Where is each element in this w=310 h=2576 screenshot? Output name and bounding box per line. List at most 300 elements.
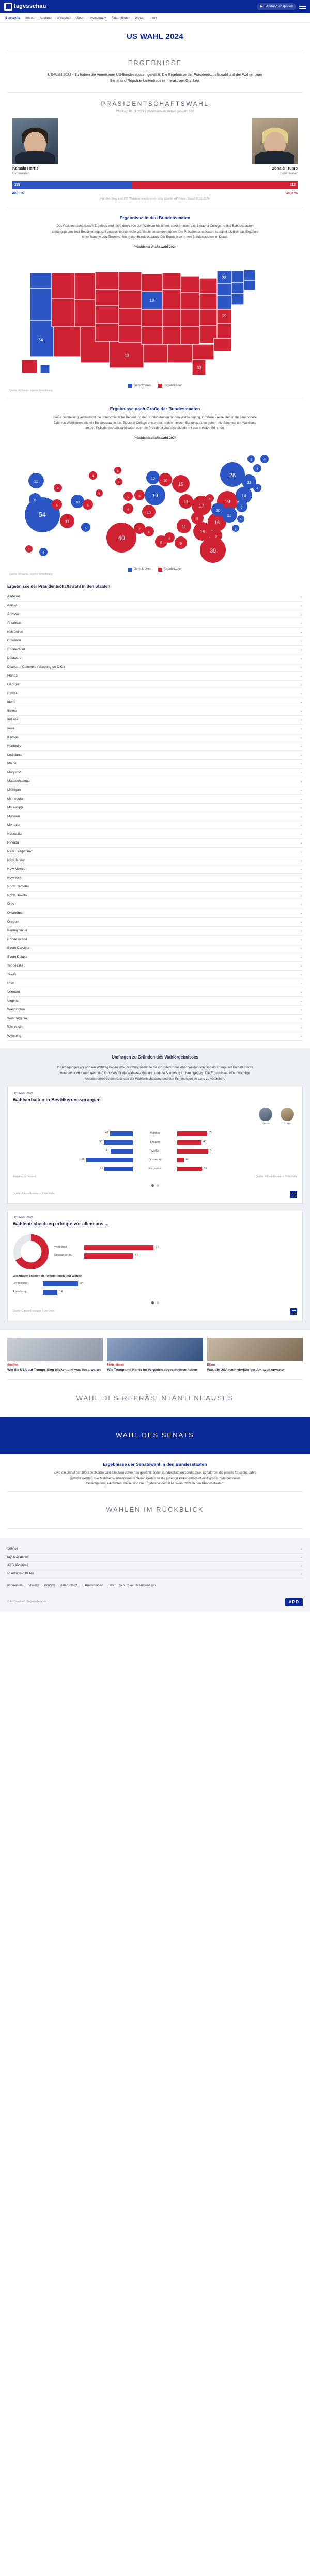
footer-section-row[interactable] [7, 1554, 303, 1562]
svg-text:40: 40 [118, 534, 125, 542]
poll-card1-axis-left: Angaben in Prozent [13, 1175, 36, 1178]
state-row[interactable] [7, 865, 303, 874]
svg-text:19: 19 [152, 493, 158, 499]
chevron-down-icon[interactable]: ⌄ [300, 638, 303, 642]
svg-text:6: 6 [56, 504, 58, 508]
state-row[interactable] [7, 610, 303, 619]
footer-sections [7, 1545, 303, 1578]
svg-text:7: 7 [138, 528, 141, 532]
state-name: Georgia [7, 683, 20, 687]
reason-bar [43, 1290, 57, 1295]
state-name: Alabama [7, 595, 21, 599]
teaser-1-title: Wie Trump und Harris im Vergleich abgeschnitten haben [107, 1368, 197, 1372]
svg-text:10: 10 [147, 511, 151, 515]
footer-link[interactable]: Datenschutz [60, 1584, 78, 1587]
bubble-section-heading: Ergebnisse nach Größe der Bundesstaaten [110, 406, 200, 411]
electoral-bar-dem: 226 [12, 181, 132, 189]
chevron-down-icon[interactable]: ⌄ [300, 788, 303, 792]
state-row[interactable] [7, 689, 303, 698]
svg-text:8: 8 [34, 499, 36, 503]
retro-band-title: WAHLEN IM RÜCKBLICK [106, 1505, 204, 1513]
nav-item-1[interactable]: Inland [25, 16, 35, 20]
state-row[interactable] [7, 997, 303, 1006]
state-row[interactable] [7, 769, 303, 777]
chevron-down-icon[interactable]: ⌄ [300, 603, 303, 607]
brand-name: tagesschau [14, 3, 47, 10]
trump-side [177, 1140, 297, 1145]
state-row[interactable] [7, 663, 303, 672]
nav-item-8[interactable]: mehr [149, 16, 158, 20]
carousel-dot-1[interactable] [151, 1184, 154, 1187]
trump-value: 55 [208, 1131, 212, 1135]
demographic-label: Schwarze [148, 1158, 162, 1162]
poll-card2-rows [54, 1244, 297, 1260]
state-row[interactable] [7, 672, 303, 681]
chevron-down-icon[interactable]: ⌄ [300, 902, 303, 906]
main-nav [0, 13, 310, 23]
chevron-down-icon[interactable]: ⌄ [300, 656, 303, 660]
svg-text:10: 10 [216, 509, 220, 513]
teaser-2[interactable] [207, 1338, 303, 1372]
candidate-trump-name: Donald Trump [271, 166, 298, 171]
footer-link[interactable]: Impressum [7, 1584, 23, 1587]
state-name: Hawaii [7, 692, 18, 696]
svg-text:3: 3 [118, 481, 120, 485]
state-row[interactable] [7, 821, 303, 830]
reason-bar [84, 1253, 133, 1259]
state-name: Kentucky [7, 744, 21, 748]
trump-bar [177, 1149, 208, 1154]
svg-text:4: 4 [57, 487, 59, 491]
state-name: Ohio [7, 902, 14, 907]
chevron-down-icon[interactable]: ⌄ [300, 726, 303, 730]
svg-text:3: 3 [98, 493, 100, 496]
footer [0, 1538, 310, 1612]
chevron-down-icon[interactable]: ⌄ [300, 753, 303, 757]
state-row[interactable] [7, 1006, 303, 1015]
chevron-down-icon[interactable]: ⌄ [300, 744, 303, 748]
svg-text:11: 11 [183, 500, 189, 505]
footer-link[interactable]: Hilfe [107, 1584, 114, 1587]
svg-text:28: 28 [222, 275, 227, 281]
chevron-down-icon[interactable]: ⌄ [300, 682, 303, 686]
state-row[interactable] [7, 698, 303, 707]
chevron-down-icon[interactable]: ⌄ [300, 594, 303, 599]
live-audio-button[interactable] [257, 3, 296, 10]
state-name: Kalifornien [7, 630, 23, 634]
state-row[interactable] [7, 593, 303, 602]
state-name: Wyoming [7, 1034, 22, 1038]
chevron-down-icon[interactable]: ⌄ [300, 630, 303, 634]
state-row[interactable] [7, 971, 303, 979]
ard-logo: ARD [285, 1598, 303, 1606]
chevron-down-icon[interactable]: ⌄ [300, 1555, 303, 1559]
state-name: Maine [7, 762, 17, 766]
carousel-dots-2[interactable] [13, 1296, 297, 1304]
state-row[interactable] [7, 628, 303, 637]
chevron-down-icon[interactable]: ⌄ [300, 1025, 303, 1029]
trump-share: 49,9 % [286, 191, 298, 195]
state-name: Idaho [7, 700, 16, 704]
svg-text:54: 54 [38, 511, 47, 519]
nav-item-5[interactable]: Investigativ [89, 16, 106, 20]
senate-info-heading: Ergebnisse der Senatswahl in den Bundesstaaten [103, 1461, 207, 1467]
state-row[interactable] [7, 856, 303, 865]
state-name: New Jersey [7, 858, 25, 863]
harris-value: 53 [99, 1140, 103, 1144]
state-row[interactable] [7, 874, 303, 883]
chevron-down-icon[interactable]: ⌄ [300, 673, 303, 678]
state-name: District of Columbia (Washington D.C.) [7, 665, 65, 669]
svg-text:16: 16 [199, 529, 206, 535]
poll-card1-source: Quelle: Edison Research / Exit Polls [13, 1192, 55, 1196]
menu-button[interactable] [299, 5, 306, 9]
trump-value: 46 [204, 1167, 207, 1170]
chevron-down-icon[interactable]: ⌄ [300, 1563, 303, 1568]
state-name: Washington [7, 1008, 25, 1012]
svg-text:9: 9 [180, 542, 182, 546]
chevron-down-icon[interactable]: ⌄ [300, 717, 303, 722]
reason-bar [43, 1281, 78, 1286]
polls-block [0, 1048, 310, 1330]
state-name: Maryland [7, 771, 21, 775]
chevron-down-icon[interactable]: ⌄ [300, 867, 303, 871]
legend-rep [158, 384, 182, 388]
teaser-1[interactable] [107, 1338, 203, 1372]
live-audio-label: Sendung abspielen [264, 5, 293, 9]
state-name: South Carolina [7, 946, 29, 950]
chevron-down-icon[interactable]: ⌄ [300, 796, 303, 801]
senate-band-title: WAHL DES SENATS [0, 1417, 310, 1454]
state-row[interactable] [7, 988, 303, 997]
candidate-harris-name: Kamala Harris [12, 166, 39, 171]
teaser-2-image [207, 1338, 303, 1361]
state-name: Utah [7, 982, 14, 986]
states-section-heading: Ergebnisse der Präsidentschaftswahl in den Staaten [7, 584, 111, 589]
state-row[interactable] [7, 812, 303, 821]
state-row[interactable] [7, 777, 303, 786]
state-name: Massachusetts [7, 779, 30, 784]
state-row[interactable] [7, 1032, 303, 1041]
chevron-down-icon[interactable]: ⌄ [300, 1572, 303, 1576]
state-row[interactable] [7, 962, 303, 971]
state-row[interactable] [7, 619, 303, 628]
harris-bar [110, 1131, 133, 1136]
poll-card2-subrows [13, 1280, 297, 1296]
harris-share: 48,3 % [12, 191, 24, 195]
svg-text:5: 5 [85, 527, 87, 531]
state-row[interactable] [7, 953, 303, 962]
trump-bar [177, 1158, 184, 1162]
state-row[interactable] [7, 733, 303, 742]
carousel-dots-1[interactable] [13, 1179, 297, 1187]
state-row[interactable] [7, 646, 303, 654]
states-accordion [7, 593, 303, 1041]
footer-section-row[interactable] [7, 1570, 303, 1578]
poll-thumb-trump-name: Trump [283, 1122, 291, 1125]
state-row[interactable] [7, 795, 303, 804]
reason-row [54, 1244, 297, 1252]
svg-text:8: 8 [196, 517, 198, 522]
state-row[interactable] [7, 725, 303, 733]
chevron-down-icon[interactable]: ⌄ [300, 805, 303, 809]
poll-card1-candidates [13, 1108, 297, 1126]
poll-card-demographics [7, 1086, 303, 1204]
chevron-down-icon[interactable]: ⌄ [300, 858, 303, 862]
svg-text:15: 15 [178, 482, 184, 487]
state-row[interactable] [7, 654, 303, 663]
state-row[interactable] [7, 681, 303, 689]
state-row[interactable] [7, 751, 303, 760]
chevron-down-icon[interactable]: ⌄ [300, 691, 303, 695]
teaser-0-title: Wie die USA auf Trumps Sieg blicken und was ihn erwartet [7, 1368, 101, 1372]
chevron-down-icon[interactable]: ⌄ [300, 621, 303, 625]
electoral-bubble-map[interactable] [7, 443, 303, 565]
trump-side [177, 1131, 297, 1136]
page-intro: US-Wahl 2024 - So haben die Amerikaner US-Bundesstaaten gewählt: Die Ergebnisse der Präsidentschaftswahl und der Wahlen zum Senat und Repräsentantenhaus in interaktiven Grafiken. [48, 73, 262, 83]
reason-value: 34 [80, 1282, 84, 1285]
legend-dem [128, 384, 151, 388]
harris-side [13, 1131, 133, 1136]
chevron-down-icon[interactable]: ⌄ [300, 1007, 303, 1011]
chevron-down-icon[interactable]: ⌄ [300, 709, 303, 713]
svg-text:4: 4 [264, 458, 266, 462]
state-row[interactable] [7, 909, 303, 918]
candidate-harris-party: Demokraten [12, 172, 29, 175]
state-row[interactable] [7, 716, 303, 725]
demographic-row [13, 1147, 297, 1156]
candidate-trump-party: Republikaner [279, 172, 298, 175]
svg-text:6: 6 [148, 531, 150, 535]
nav-item-6[interactable]: Faktenfinder [111, 16, 130, 20]
footer-section-label: Service [7, 1546, 18, 1551]
harris-side [13, 1149, 133, 1154]
svg-text:19: 19 [224, 499, 230, 505]
reason-row [54, 1252, 297, 1260]
poll-thumb-harris [259, 1108, 272, 1126]
poll-card1-kicker: US-Wahl 2024 [13, 1092, 34, 1096]
poll-card1-headline: Wahlverhalten in Bevölkerungsgruppen [13, 1097, 101, 1102]
state-row[interactable] [7, 839, 303, 848]
svg-text:10: 10 [163, 479, 167, 483]
teaser-1-image [107, 1338, 203, 1361]
chevron-down-icon[interactable]: ⌄ [300, 928, 303, 932]
page-title: US WAHL 2024 [126, 32, 184, 41]
svg-text:6: 6 [168, 538, 171, 541]
state-row[interactable] [7, 883, 303, 892]
state-row[interactable] [7, 936, 303, 944]
svg-text:10: 10 [75, 501, 80, 505]
candidate-trump-photo [252, 118, 298, 164]
chevron-down-icon[interactable]: ⌄ [300, 823, 303, 827]
demographic-label: Weiße [150, 1149, 160, 1153]
trump-value: 45 [203, 1140, 207, 1144]
footer-link[interactable]: Barrierefreiheit [82, 1584, 103, 1587]
electoral-note: Für den Sieg sind 270 Wahlmännerstimmen nötig. Quelle: AP/News, Stand 06.11.2024 [100, 197, 210, 201]
harris-value: 52 [100, 1167, 103, 1170]
bubble-legend [7, 565, 303, 573]
footer-section-row[interactable] [7, 1545, 303, 1554]
svg-text:14: 14 [241, 494, 246, 499]
state-name: Alaska [7, 604, 18, 608]
nav-item-0[interactable]: Startseite [5, 16, 21, 20]
electoral-bar [0, 176, 310, 190]
chevron-down-icon[interactable]: ⌄ [300, 972, 303, 976]
trump-value: 12 [185, 1158, 189, 1161]
state-row[interactable] [7, 892, 303, 900]
chevron-down-icon[interactable]: ⌄ [300, 665, 303, 669]
footer-section-row[interactable] [7, 1562, 303, 1570]
state-row[interactable] [7, 1015, 303, 1023]
share-icon-2[interactable] [290, 1308, 297, 1315]
state-name: Vermont [7, 990, 20, 994]
state-row[interactable] [7, 804, 303, 812]
harris-side [13, 1140, 133, 1145]
carousel-dot-3[interactable] [151, 1301, 154, 1304]
state-row[interactable] [7, 637, 303, 646]
chevron-down-icon[interactable]: ⌄ [300, 735, 303, 739]
poll-card-reasons [7, 1210, 303, 1321]
chevron-down-icon[interactable]: ⌄ [300, 981, 303, 985]
carousel-dot-2[interactable] [157, 1184, 159, 1187]
reason-label: Wirtschaft [54, 1245, 67, 1249]
chevron-down-icon[interactable]: ⌄ [300, 814, 303, 818]
carousel-dot-4[interactable] [157, 1301, 159, 1304]
state-name: South Dakota [7, 955, 28, 959]
demographic-label: Hispanics [148, 1167, 162, 1171]
chevron-down-icon[interactable]: ⌄ [300, 647, 303, 651]
chevron-down-icon[interactable]: ⌄ [300, 849, 303, 853]
svg-text:3: 3 [28, 548, 30, 552]
svg-text:11: 11 [246, 480, 252, 485]
svg-text:4: 4 [92, 475, 94, 479]
demographic-row [13, 1129, 297, 1138]
polls-title: Umfragen zu Gründen des Wahlergebnisses [112, 1054, 198, 1060]
legend-dem-label: Demokraten [133, 384, 151, 388]
chevron-down-icon[interactable]: ⌄ [300, 946, 303, 950]
trump-bar [177, 1167, 202, 1171]
footer-link[interactable]: Sitemap [27, 1584, 39, 1587]
chevron-down-icon[interactable]: ⌄ [300, 779, 303, 783]
chevron-down-icon[interactable]: ⌄ [300, 990, 303, 994]
state-row[interactable] [7, 848, 303, 856]
chevron-down-icon[interactable]: ⌄ [300, 911, 303, 915]
reason-row [13, 1280, 297, 1288]
footer-section-label: ARD Angebote [7, 1563, 28, 1567]
footer-link[interactable]: Kontakt [44, 1584, 55, 1587]
brand-logo[interactable] [4, 3, 47, 11]
svg-text:11: 11 [65, 519, 70, 525]
chevron-down-icon[interactable]: ⌄ [300, 840, 303, 845]
svg-text:16: 16 [214, 520, 220, 526]
footer-link[interactable]: Schutz vor Desinformation [119, 1584, 156, 1587]
state-name: Minnesota [7, 797, 23, 801]
chevron-down-icon[interactable]: ⌄ [300, 1547, 303, 1551]
chevron-down-icon[interactable]: ⌄ [300, 884, 303, 888]
nav-item-3[interactable]: Wirtschaft [56, 16, 72, 20]
reason-bar [84, 1245, 153, 1250]
teaser-0[interactable] [7, 1338, 103, 1372]
state-name: Illinois [7, 709, 17, 713]
teaser-0-image [7, 1338, 103, 1361]
state-row[interactable] [7, 760, 303, 769]
chevron-down-icon[interactable]: ⌄ [300, 832, 303, 836]
state-row[interactable] [7, 900, 303, 909]
chevron-down-icon[interactable]: ⌄ [300, 1016, 303, 1020]
state-name: Nevada [7, 841, 19, 845]
state-row[interactable] [7, 786, 303, 795]
svg-text:4: 4 [256, 487, 258, 491]
state-name: Indiana [7, 718, 19, 722]
chevron-down-icon[interactable]: ⌄ [300, 612, 303, 616]
svg-text:8: 8 [160, 541, 162, 545]
state-row[interactable] [7, 927, 303, 936]
chevron-down-icon[interactable]: ⌄ [300, 963, 303, 968]
state-row[interactable] [7, 979, 303, 988]
chevron-down-icon[interactable]: ⌄ [300, 893, 303, 897]
state-row[interactable] [7, 1023, 303, 1032]
state-row[interactable] [7, 742, 303, 751]
state-name: Florida [7, 674, 18, 678]
chevron-down-icon[interactable]: ⌄ [300, 770, 303, 774]
bubble-legend-dem-label: Demokraten [133, 568, 151, 571]
svg-text:11: 11 [181, 525, 187, 530]
electoral-map[interactable] [7, 252, 303, 381]
state-row[interactable] [7, 918, 303, 927]
chevron-down-icon[interactable]: ⌄ [300, 919, 303, 924]
chevron-down-icon[interactable]: ⌄ [300, 955, 303, 959]
share-icon[interactable] [290, 1191, 297, 1198]
poll-thumb-harris-name: Harris [261, 1122, 270, 1125]
demographic-label: Frauen [150, 1141, 160, 1144]
tagesschau-logo-icon [4, 3, 12, 11]
state-row[interactable] [7, 830, 303, 839]
state-row[interactable] [7, 602, 303, 610]
svg-text:9: 9 [215, 535, 217, 539]
map-chart-kicker: Präsidentschaftswahl 2024 [133, 244, 177, 249]
state-name: Nebraska [7, 832, 22, 836]
chevron-down-icon[interactable]: ⌄ [300, 999, 303, 1003]
us-map-svg [7, 252, 303, 381]
chevron-down-icon[interactable]: ⌄ [300, 937, 303, 941]
house-band-title: WAHL DES REPRÄSENTANTENHAUSES [76, 1394, 234, 1402]
state-row[interactable] [7, 944, 303, 953]
nav-item-2[interactable]: Ausland [39, 16, 52, 20]
state-name: West Virginia [7, 1017, 27, 1021]
svg-text:4: 4 [42, 551, 44, 555]
harris-value: 86 [81, 1158, 85, 1161]
bubble-source: Quelle: AP/News, eigene Berechnung [9, 573, 53, 576]
state-name: Colorado [7, 639, 21, 643]
chevron-down-icon[interactable]: ⌄ [300, 876, 303, 880]
state-name: Michigan [7, 788, 21, 792]
nav-item-7[interactable]: Wetter [134, 16, 145, 20]
state-row[interactable] [7, 707, 303, 716]
chevron-down-icon[interactable]: ⌄ [300, 700, 303, 704]
svg-text:28: 28 [229, 472, 236, 479]
nav-item-4[interactable]: Sport [76, 16, 85, 20]
reason-label: Einwanderung [54, 1253, 73, 1257]
state-name: Delaware [7, 656, 22, 661]
chevron-down-icon[interactable]: ⌄ [300, 761, 303, 765]
chevron-down-icon[interactable]: ⌄ [300, 1034, 303, 1038]
teaser-2-title: Was die USA nach vierjähriger Amtszeit erwartet [207, 1368, 285, 1372]
poll-card2-donut [13, 1234, 49, 1270]
state-name: Oklahoma [7, 911, 23, 915]
reason-value: 14 [59, 1290, 63, 1294]
svg-text:4: 4 [209, 498, 211, 501]
teaser-0-kicker: Analyse [7, 1363, 19, 1367]
